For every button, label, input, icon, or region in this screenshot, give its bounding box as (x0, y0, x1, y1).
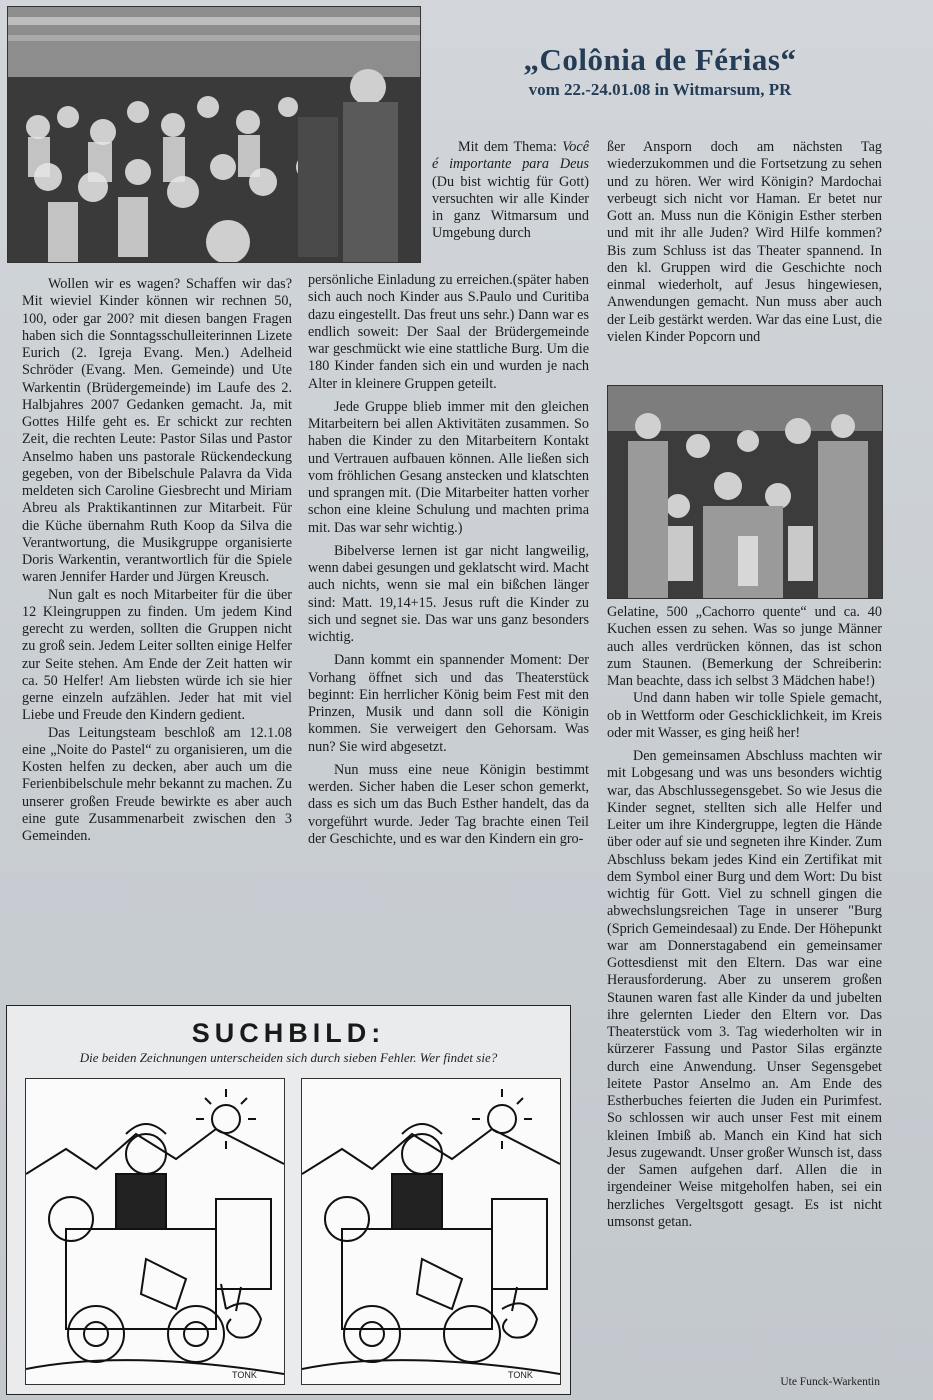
paragraph: Den gemeinsamen Abschluss machten wir mit Lobgesang und was uns besonders wichtig war, das Abschlussegensgebet. So wie Jesus die Kinder segnet, stellten sich alle Helfer und Leiter um ihre Kindergruppe, legten die Hände über oder auf sie und segneten ihre Kinder. Zum Abschluss bekam jedes Kind ein Zertifikat mit dem Symbol einer Burg und dem Wort: Du bist wichtig für Gott. Viel zu schnell gingen die abwechslungsreichen Tage in unserer "Burg (Sprich Gemeindesaal) zu Ende. Der Höhepunkt war am Donnerstagabend ein gemeinsamer Gottesdienst mit den Eltern. Das war eine Herausforderung. Aber zu unserem großen Staunen waren fast alle Kinder da und jubelten ihre gelernten Lieder den Eltern vor. Das Theaterstück vom 3. Tag wiederholten wir in kürzerer Fassung und Pastor Silas ergänzte durch eine Anwendung. Unser Segensgebet leitete Pastor Anselmo an. Am Ende des Estherbuches feierten die Juden ein Purimfest. So schlossen wir auch unser Fest mit einem kleinen Imbiß ab. Manch ein Kind hat sich Jesus zugewandt. Unser großer Wunsch ist, dass der Samen aufgehen darf. Allen die in irgendeiner Weise mitgeholfen haben, sei ein herzliches Vergeltsgott gesagt. Es ist nicht umsonst getan. (607, 748, 882, 1230)
paragraph: Und dann haben wir tolle Spiele gemacht, ob in Wettform oder Geschicklichkeit, im Kreis oder mit Wasser, es ging heiß her! (607, 690, 882, 741)
paragraph: Nun galt es noch Mitarbeiter für die über 12 Kleingruppen zu finden. Um jedem Kind gerecht zu werden, sollten die Gruppen nicht zu groß sein. Jedem Leiter sollten einige Helfer zur Seite stehen. Am Ende der Zeit hatten wir ca. 50 Helfer! Am liebsten würde ich sie hier gerne einzeln aufzählen. Jeder hat mit viel Liebe und Freude den Kindern gedient. (22, 586, 292, 724)
cartoon-signature-right: TONK (508, 1370, 533, 1380)
column-1 (22, 276, 292, 845)
cartoon-signature-left: TONK (232, 1370, 257, 1380)
photo-children-hall (7, 6, 421, 263)
article-subtitle: vom 22.-24.01.08 in Witmarsum, PR (528, 80, 792, 99)
paragraph (432, 139, 589, 243)
column-3 (607, 604, 882, 1231)
suchbild-instructions: Die beiden Zeichnungen unterscheiden sich durch sieben Fehler. Wer findet sie? (79, 1050, 498, 1065)
paragraph: Dann kommt ein spannender Moment: Der Vorhang öffnet sich und das Theaterstück beginnt: Ein herrlicher König beim Fest mit den Prinzen, Musik und dann soll die Königin kommen. Sie verweigert den Gehorsam. Was nun? Sie wird abgesetzt. (308, 652, 589, 755)
column-3-top (607, 139, 882, 346)
cartoon-left (25, 1078, 285, 1385)
intro-continuation: (Du bist wichtig für Gott) versuchten wir alle Kinder in ganz Witmarsum und Umgebung durch (432, 173, 589, 242)
paragraph: Das Leitungsteam beschloß am 12.1.08 eine „Noite do Pastel“ zu organisieren, um die Kosten helfen zu decken, aber auch um die Ferienbibelschule mehr bekannt zu machen. Zu unserer großen Freude bewirkte es aber auch eine gute Zusammenarbeit zwischen den 3 Gemeinden. (22, 724, 292, 844)
suchbild-title: SUCHBILD: (191, 1018, 386, 1048)
intro-text: Mit dem Thema: (458, 139, 557, 155)
article-title: „Colônia de Férias“ (523, 42, 797, 77)
suchbild-box (6, 1005, 571, 1395)
photo-prayer-circle (607, 385, 883, 599)
paragraph: ßer Ansporn doch am nächsten Tag wiederzukommen und die Fortsetzung zu sehen und zu hören. Wer wird Königin? Mardochai verbeugt sich nicht vor Haman. Er betet nur Gott an. Muss nun die Königin Esther sterben und mit ihr alle Juden? Wird Hilfe kommen? Bis zum Schluss ist das Theater spannend. In den kl. Gruppen wird die Geschichte noch einmal wiederholt, auf Jesus hingewiesen, Anwendungen gemacht. Nun muss aber auch der Leib gestärkt werden. War das eine Lust, die vielen Kinder Popcorn und (607, 139, 882, 345)
column-2 (308, 272, 589, 848)
paragraph: persönliche Einladung zu erreichen.(später haben sich auch noch Kinder aus S.Paulo und Curitiba dazu eingestellt. Das freut uns sehr.) Dann war es endlich soweit: Der Saal der Brüdergemeinde war geschmückt wie eine stattliche Burg. Um die 180 Kinder fanden sich ein und wurden je nach Alter in kleinere Gruppen geteilt. (308, 272, 589, 392)
author-byline: Ute Funck-Warkentin (780, 1376, 880, 1388)
cartoon-right (301, 1078, 561, 1385)
paragraph: Bibelverse lernen ist gar nicht langweilig, wenn dabei gesungen und geklatscht wird. Macht auch nichts, wenn sie mal ein bißchen länger sind: Matt. 19,14+15. Jesus ruft die Kinder zu sich und segnet sie. Das war uns ganz besonders wichtig. (308, 542, 589, 645)
paragraph: Nun muss eine neue Königin bestimmt werden. Sicher haben die Leser schon gemerkt, dass es sich um das Buch Esther handelt, das da vorgeführt wurde. Jeder Tag brachte einen Teil der Geschichte, und es war den Kindern ein gro- (308, 761, 589, 847)
paragraph: Wollen wir es wagen? Schaffen wir das? Mit wieviel Kinder können wir rechnen 50, 100, oder gar 200? mit diesen bangen Fragen haben sich die Sonntagsschulleiterinnen Lizete Eurich (2. Igreja Evang. Men.) Adelheid Schröder (Evang. Men. Gemeinde) und Ute Warkentin (Brüdergemeinde) im Laufe des 2. Halbjahres 2007 Gedanken gemacht. Ja, mit Gottes Hilfe geht es. Er schickt zur rechten Zeit, die rechten Leute: Pastor Silas und Pastor Anselmo haben uns pastorale Rückendeckung gegeben, von der Bibelschule Palavra da Vida meldeten sich Caroline Giesbrecht und Miriam Abreu als Praktikantinnen zur Mitarbeit. Für die Küche übernahm Ruth Koop da Silva die Verantwortung, die Musikgruppe organisierte Doris Warkentin, verantwortlich für die Spiele waren Jennifer Harder und Jürgen Kreusch. (22, 276, 292, 586)
column-2-intro (432, 139, 589, 243)
paragraph: Jede Gruppe blieb immer mit den gleichen Mitarbeitern bei allen Aktivitäten zusammen. So haben die Kinder zu den Mitarbeitern Kontakt und Vertrauen aufbauen können. Alle ließen sich vom fröhlichen Gesang anstecken und klatschten und sprangen mit. (Die Mitarbeiter hatten vorher schon eine kleine Schulung und machten prima mit. Das war sehr wichtig.) (308, 398, 589, 536)
paragraph: Gelatine, 500 „Cachorro quente“ und ca. 40 Kuchen essen zu sehen. Was so junge Männer auch alles verdrücken können, das ist schon zum Staunen. (Bemerkung der Schreiberin: Man beachte, dass ich selbst 3 Mädchen habe!) (607, 604, 882, 689)
theme-text: Você é importante para Deus (432, 139, 589, 173)
